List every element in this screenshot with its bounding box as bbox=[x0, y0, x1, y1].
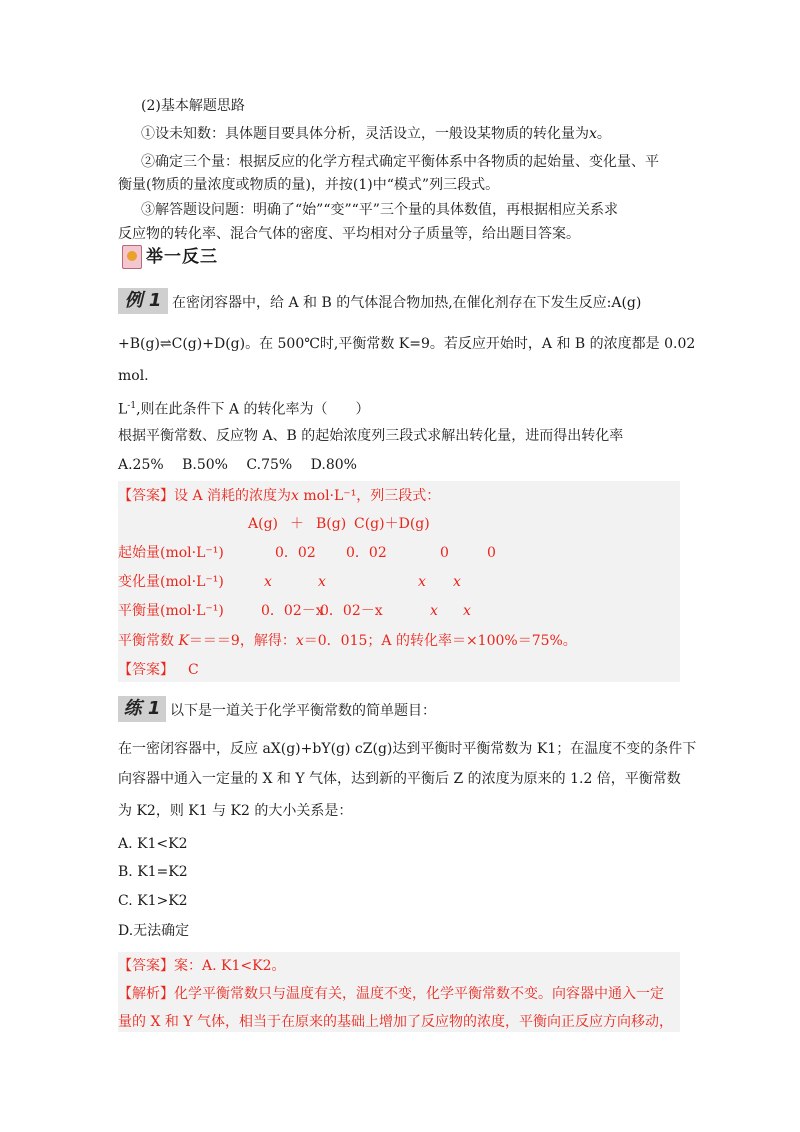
eq-b: B(g) bbox=[316, 516, 347, 532]
row4-b: ＝＝＝9，解得： bbox=[188, 633, 296, 649]
row2-val-c: x bbox=[418, 574, 426, 590]
example-line-3: mol. bbox=[118, 368, 149, 384]
eq-cd: C(g)＋D(g) bbox=[354, 516, 430, 532]
unit-l: L bbox=[118, 401, 128, 418]
explanation-2: 量的 X 和 Y 气体，相当于在原来的基础上增加了反应物的浓度，平衡向正反应方向移动， bbox=[118, 1014, 674, 1030]
book-icon bbox=[122, 245, 142, 269]
row2-val-d: x bbox=[453, 574, 461, 590]
paragraph-2b: 衡量(物质的量浓度或物质的量)，并按(1)中“模式”列三段式。 bbox=[118, 177, 500, 193]
option-b: B. K1=K2 bbox=[118, 864, 188, 880]
example-line-4-text: ,则在此条件下 A 的转化率为（ ） bbox=[136, 401, 370, 418]
answer1-unit: mol·L⁻¹，列三段式： bbox=[298, 488, 441, 504]
answer2-line bbox=[118, 956, 285, 976]
unit-sup: -1 bbox=[127, 401, 137, 411]
practice-q3: 为 K2，则 K1 与 K2 的大小关系是： bbox=[118, 803, 353, 819]
row1-val-a: 0．02 bbox=[275, 545, 316, 561]
paragraph-2a: ②确定三个量：根据反应的化学方程式确定平衡体系中各物质的起始量、变化量、平 bbox=[141, 154, 659, 170]
example-line-2: +B(g)⇌C(g)+D(g)。在 500℃时,平衡常数 K=9。若反应开始时，A 和 B 的浓度都是 0.02 bbox=[118, 336, 696, 352]
section-heading: (2)基本解题思路 bbox=[141, 98, 245, 114]
final-answer bbox=[118, 660, 199, 680]
option-d: D.无法确定 bbox=[118, 923, 190, 939]
practice-q2: 向容器中通入一定量的 X 和 Y 气体，达到新的平衡后 Z 的浓度为原来的 1.2 倍，平衡常数 bbox=[118, 771, 681, 787]
row3-label: 平衡量(mol·L⁻¹) bbox=[118, 603, 224, 619]
explanation-1 bbox=[118, 984, 664, 1004]
paragraph-1-text: ①设未知数：具体题目要具体分析，灵活设立，一般设某物质的转化量为 bbox=[141, 126, 589, 142]
paragraph-3a: ③解答题设问题：明确了“始”“变”“平”三个量的具体数值，再根据相应关系求 bbox=[141, 202, 618, 218]
variable-x: x bbox=[295, 633, 304, 649]
row1-val-c: 0 bbox=[440, 545, 449, 561]
paragraph-3b: 反应物的转化率、混合气体的密度、平均相对分子质量等，给出题目答案。 bbox=[118, 226, 580, 242]
example-tag: 例 1 bbox=[118, 288, 168, 314]
example-line-5: 根据平衡常数、反应物 A、B 的起始浓度列三段式求解出转化量，进而得出转化率 bbox=[118, 428, 624, 444]
answer-tag: 【答案】 bbox=[118, 488, 174, 504]
answer2-text: 案：A. K1<K2。 bbox=[174, 958, 286, 974]
practice-intro: 以下是一道关于化学平衡常数的简单题目： bbox=[170, 703, 436, 719]
explanation-tag: 【解析】 bbox=[118, 986, 174, 1002]
option-c: C. K1>K2 bbox=[118, 893, 188, 909]
variable-k: K bbox=[178, 633, 189, 649]
row2-val-b: x bbox=[318, 574, 326, 590]
paragraph-1 bbox=[141, 124, 611, 144]
example-options: A.25% B.50% C.75% D.80% bbox=[118, 457, 357, 473]
answer2-tag: 【答案】 bbox=[118, 958, 174, 974]
row3-val-b: 0．02－x bbox=[320, 603, 383, 619]
variable-x: x bbox=[291, 488, 299, 504]
row4-result bbox=[118, 631, 577, 651]
row3-val-c: x bbox=[430, 603, 438, 619]
row3-val-a: 0．02－x bbox=[261, 603, 324, 619]
practice-q1: 在一密闭容器中，反应 aX(g)+bY(g) cZ(g)达到平衡时平衡常数为 K1；在温度不变的条件下 bbox=[118, 741, 697, 757]
row4-c: ＝0．015；A 的转化率＝×100%＝75%。 bbox=[303, 633, 577, 649]
answer1-line-1 bbox=[118, 486, 440, 506]
row2-val-a: x bbox=[264, 574, 272, 590]
example-line-4 bbox=[118, 396, 370, 420]
row4-a: 平衡常数 bbox=[118, 633, 179, 649]
variable-x: x bbox=[589, 126, 597, 142]
practice-tag: 练 1 bbox=[118, 696, 166, 722]
banner-title: 举一反三 bbox=[146, 247, 218, 267]
row1-val-d: 0 bbox=[487, 545, 496, 561]
row1-label: 起始量(mol·L⁻¹) bbox=[118, 545, 224, 561]
example-line-1: 在密闭容器中，给 A 和 B 的气体混合物加热,在催化剂存在下发生反应:A(g) bbox=[172, 295, 642, 311]
eq-a: A(g) bbox=[248, 516, 278, 532]
eq-plus: ＋ bbox=[290, 516, 304, 532]
explanation-1-text: 化学平衡常数只与温度有关，温度不变，化学平衡常数不变。向容器中通入一定 bbox=[174, 986, 664, 1002]
paragraph-1-end: 。 bbox=[596, 126, 611, 142]
row3-val-d: x bbox=[463, 603, 471, 619]
final-answer-value: C bbox=[188, 662, 199, 678]
option-a: A. K1<K2 bbox=[118, 836, 188, 852]
row1-val-b: 0．02 bbox=[346, 545, 387, 561]
row2-label: 变化量(mol·L⁻¹) bbox=[118, 574, 224, 590]
answer1-text: 设 A 消耗的浓度为 bbox=[174, 488, 292, 504]
final-answer-tag: 【答案】 bbox=[118, 662, 174, 678]
